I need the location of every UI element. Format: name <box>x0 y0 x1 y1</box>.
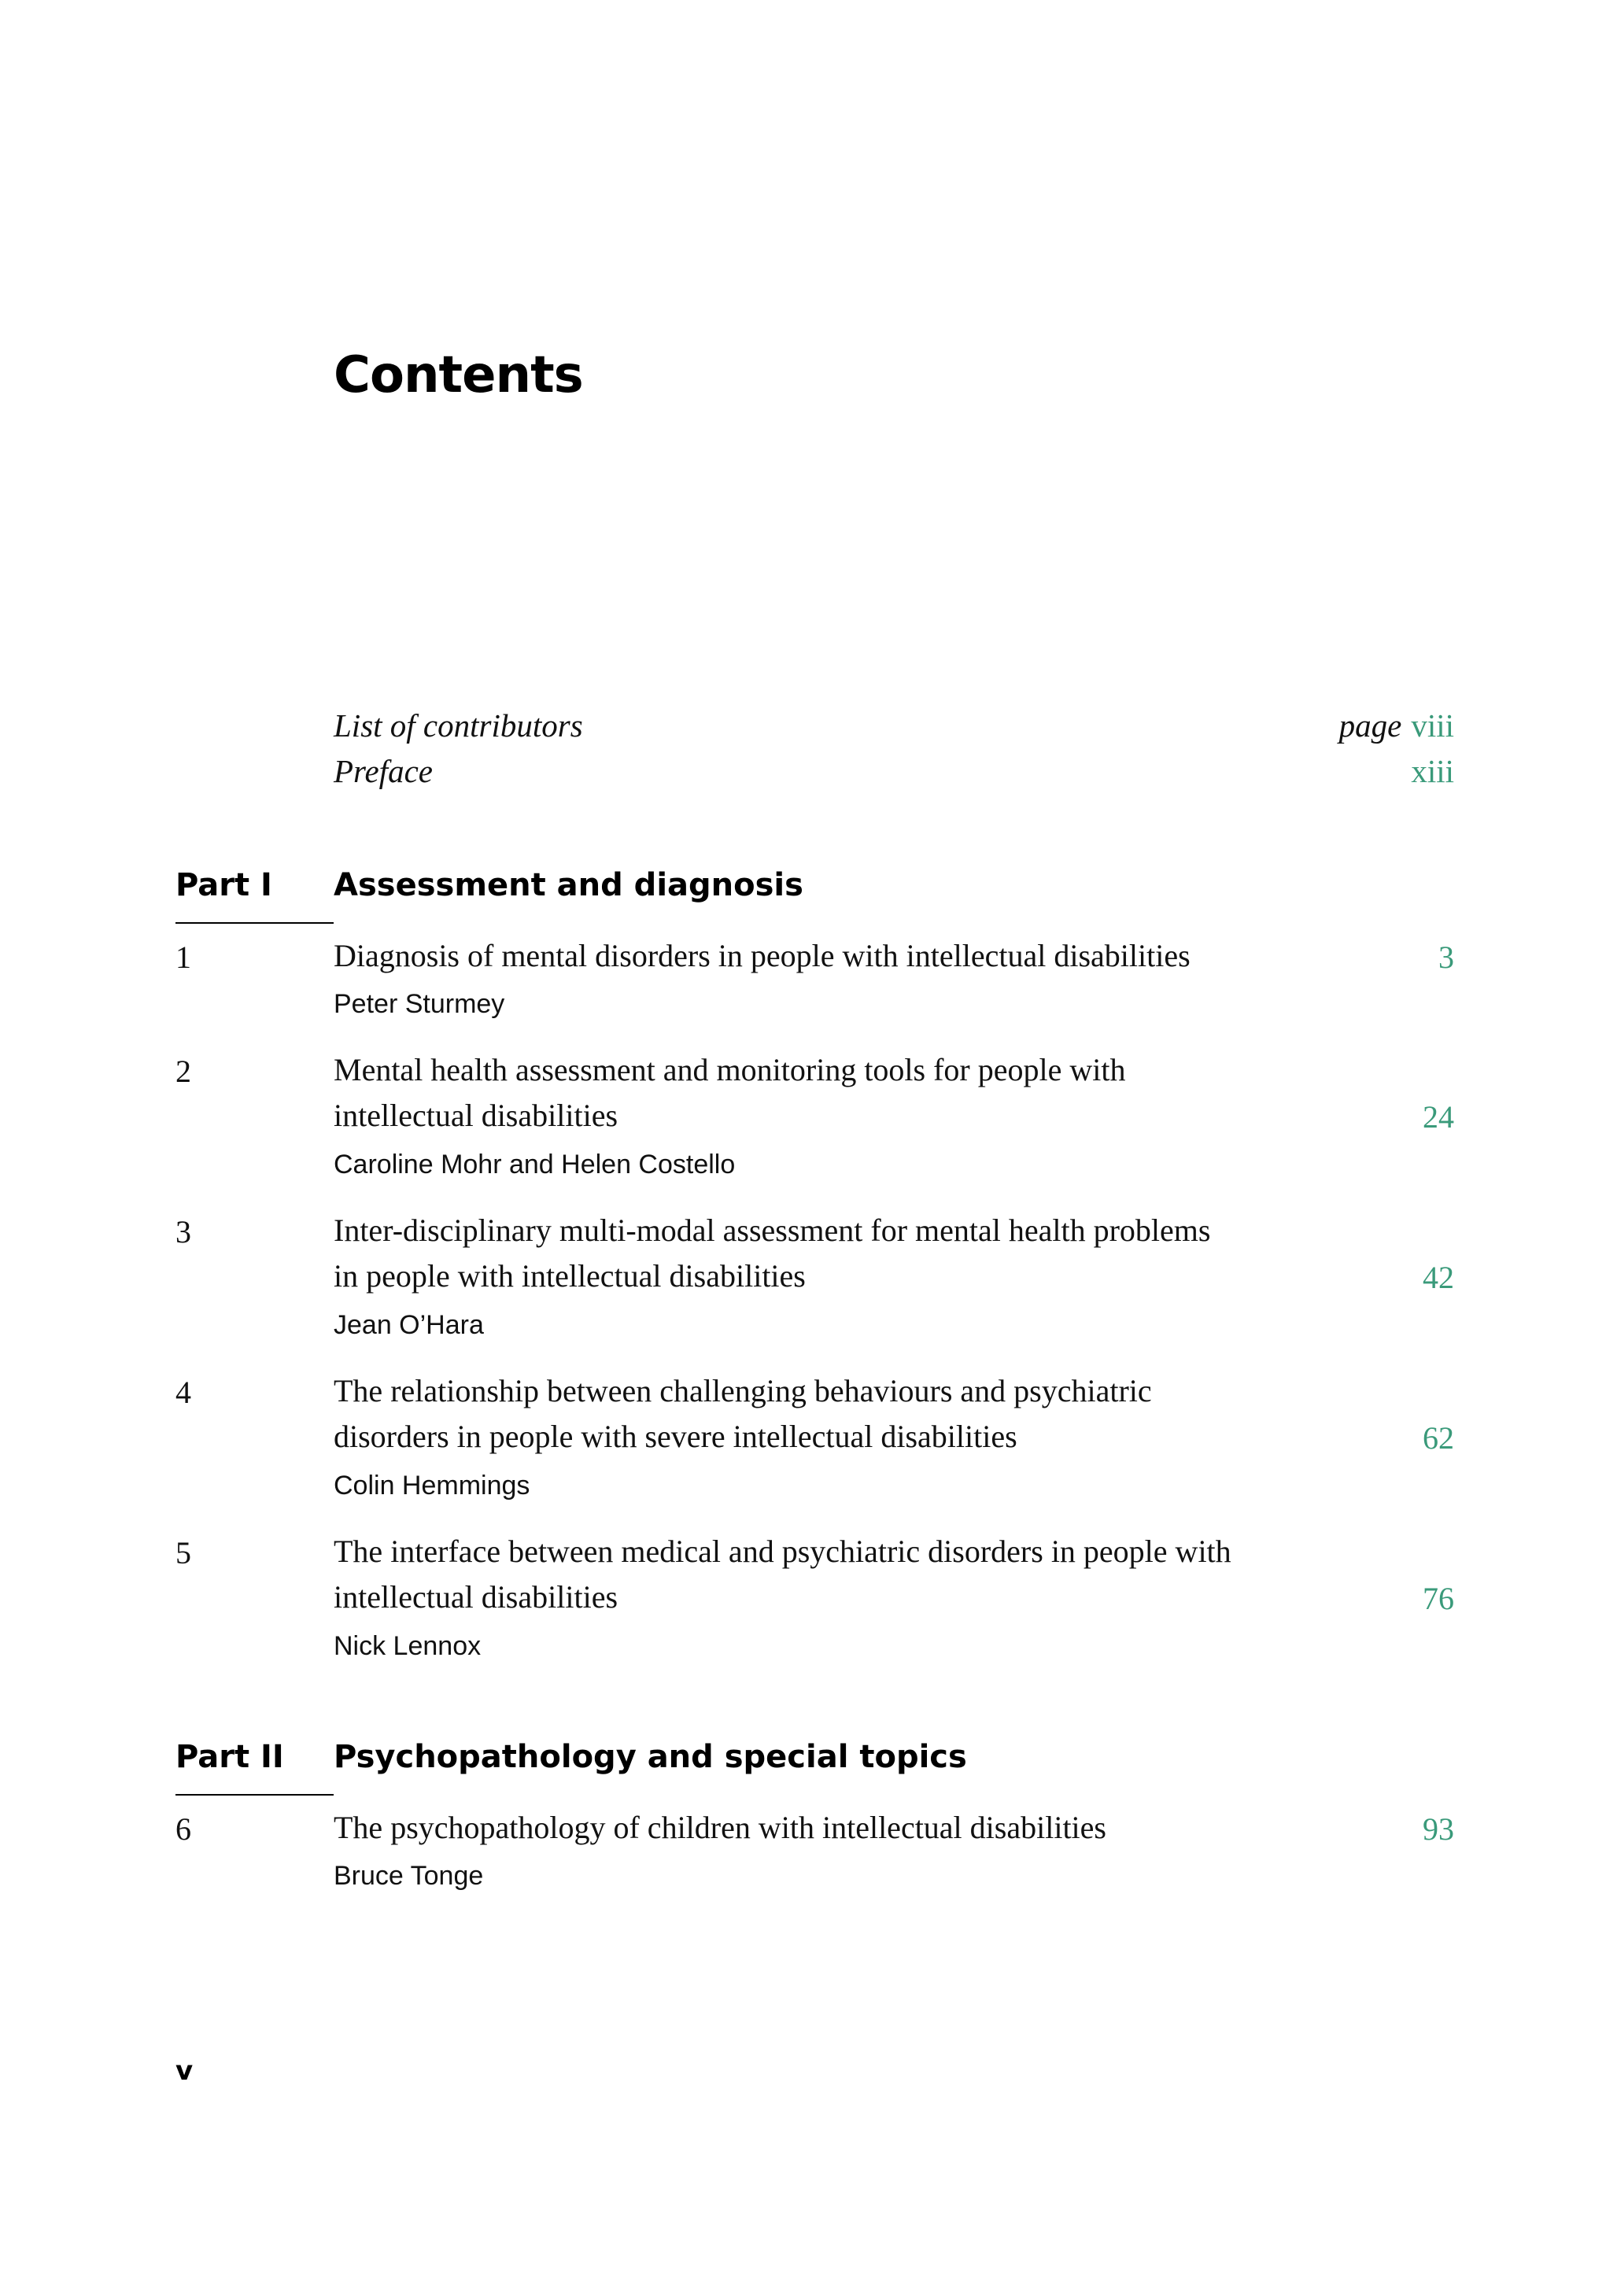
chapter-5-page: 76 <box>1423 1581 1454 1616</box>
chapter-2-number: 2 <box>175 1054 191 1089</box>
chapter-6-number: 6 <box>175 1811 191 1847</box>
chapter-title-line: intellectual disabilities <box>334 1098 618 1133</box>
part-2-rule <box>175 1794 334 1796</box>
page-word: page <box>1338 707 1402 744</box>
chapter-3-page: 42 <box>1423 1260 1454 1295</box>
chapter-title-line: in people with intellectual disabilities <box>334 1258 806 1294</box>
chapter-1-number: 1 <box>175 939 191 975</box>
chapter-1-title[interactable] <box>334 933 1333 979</box>
part-2-title[interactable]: Psychopathology and special topics <box>334 1739 967 1775</box>
chapter-4-number: 4 <box>175 1375 191 1410</box>
page-number: viii <box>1411 707 1454 744</box>
chapter-3-author: Jean O’Hara <box>334 1310 484 1340</box>
front-matter-contributors[interactable]: List of contributors <box>334 707 583 744</box>
chapter-4-page: 62 <box>1423 1420 1454 1456</box>
chapter-title-line: The psychopathology of children with intellectual disabilities <box>334 1810 1106 1845</box>
chapter-2-title[interactable] <box>334 1047 1333 1139</box>
chapter-5-title[interactable] <box>334 1529 1333 1620</box>
front-matter-contributors-page <box>1339 707 1454 744</box>
chapter-5-author: Nick Lennox <box>334 1631 482 1661</box>
chapter-1-author: Peter Sturmey <box>334 989 505 1019</box>
chapter-title-line: disorders in people with severe intellectual disabilities <box>334 1419 1017 1454</box>
chapter-title-line: intellectual disabilities <box>334 1579 618 1615</box>
chapter-3-number: 3 <box>175 1214 191 1250</box>
part-2-label: Part II <box>175 1739 284 1775</box>
chapter-1-page: 3 <box>1438 939 1454 975</box>
front-matter-preface[interactable]: Preface <box>334 753 433 789</box>
chapter-6-author: Bruce Tonge <box>334 1861 484 1891</box>
chapter-4-author: Colin Hemmings <box>334 1471 530 1501</box>
chapter-6-page: 93 <box>1423 1811 1454 1847</box>
chapter-title-line: The interface between medical and psychiatric disorders in people with <box>334 1534 1231 1569</box>
chapter-title-line: Mental health assessment and monitoring tools for people with <box>334 1052 1126 1087</box>
chapter-2-author: Caroline Mohr and Helen Costello <box>334 1150 736 1179</box>
chapter-4-title[interactable] <box>334 1368 1333 1460</box>
part-1-label: Part I <box>175 867 272 903</box>
page-title: Contents <box>334 346 583 404</box>
part-1-rule <box>175 922 334 924</box>
front-matter-preface-page: xiii <box>1411 753 1454 789</box>
chapter-title-line: Inter-disciplinary multi-modal assessment for mental health problems <box>334 1213 1211 1248</box>
page-folio: v <box>175 2055 194 2087</box>
chapter-6-title[interactable] <box>334 1805 1333 1851</box>
chapter-3-title[interactable] <box>334 1208 1333 1299</box>
chapter-5-number: 5 <box>175 1535 191 1571</box>
chapter-title-line: The relationship between challenging behaviours and psychiatric <box>334 1373 1152 1408</box>
chapter-2-page: 24 <box>1423 1099 1454 1135</box>
chapter-title-line: Diagnosis of mental disorders in people with intellectual disabilities <box>334 938 1191 973</box>
part-1-title[interactable]: Assessment and diagnosis <box>334 867 803 903</box>
